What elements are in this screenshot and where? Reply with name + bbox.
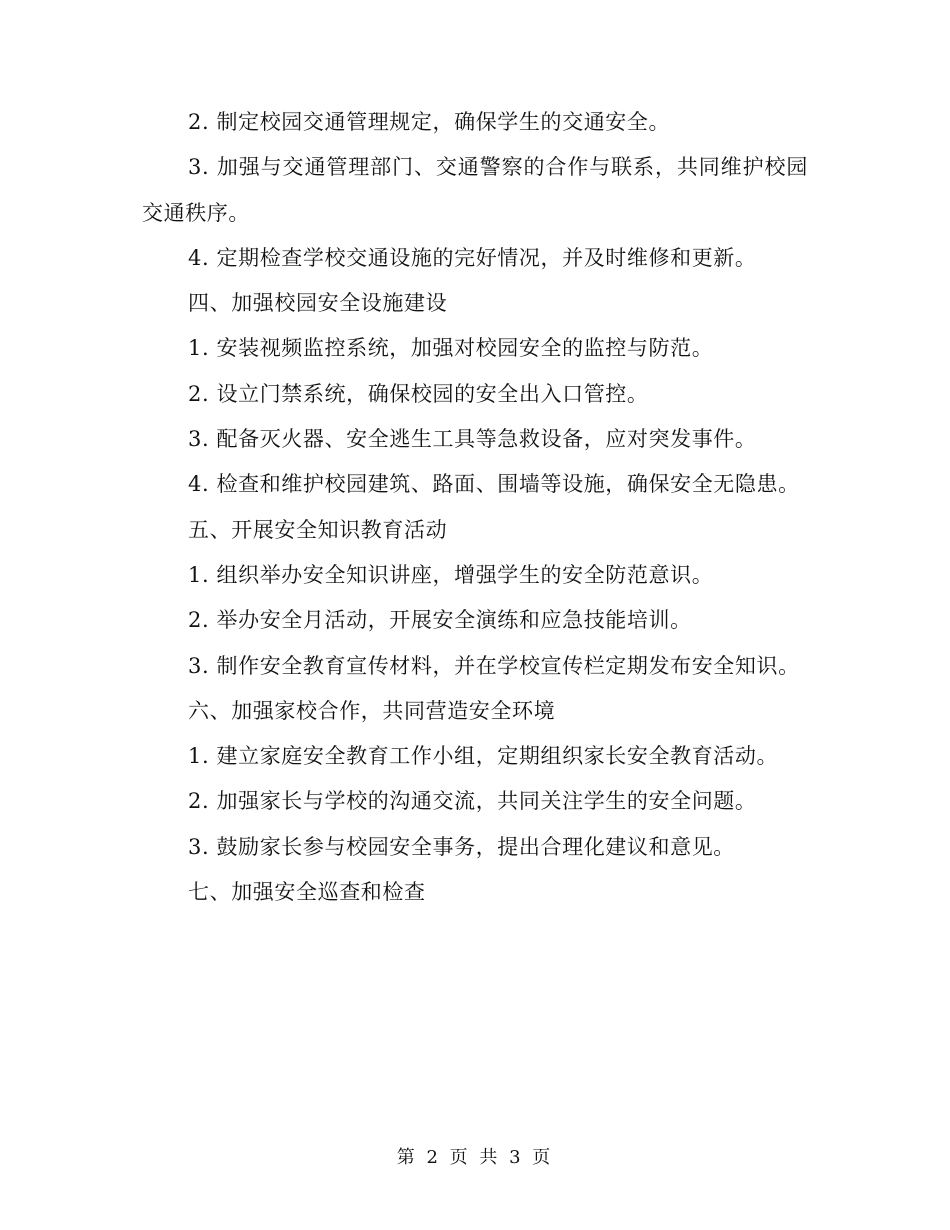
list-item-video-surveillance: 1. 安装视频监控系统，加强对校园安全的监控与防范。 [188, 336, 714, 361]
section-heading-safety-facilities: 四、加强校园安全设施建设 [188, 291, 448, 316]
page-number-footer: 第 2 页 共 3 页 [396, 1147, 554, 1168]
list-item-traffic-cooperation: 3. 加强与交通管理部门、交通警察的合作与联系，共同维护校园交通秩序。 [142, 155, 808, 225]
list-item-access-control: 2. 设立门禁系统，确保校园的安全出入口管控。 [188, 381, 649, 406]
list-item-emergency-equipment: 3. 配备灭火器、安全逃生工具等急救设备，应对突发事件。 [188, 427, 757, 452]
section-heading-safety-education: 五、开展安全知识教育活动 [188, 517, 448, 542]
document-body [142, 100, 808, 915]
list-item-parent-communication: 2. 加强家长与学校的沟通交流，共同关注学生的安全问题。 [188, 789, 757, 814]
list-item-building-maintenance: 4. 检查和维护校园建筑、路面、围墙等设施，确保安全无隐患。 [188, 472, 800, 497]
list-item-safety-month: 2. 举办安全月活动，开展安全演练和应急技能培训。 [188, 608, 692, 633]
list-item-traffic-rules: 2. 制定校园交通管理规定，确保学生的交通安全。 [188, 110, 671, 134]
list-item-traffic-facilities: 4. 定期检查学校交通设施的完好情况，并及时维修和更新。 [188, 245, 757, 270]
list-item-publicity-materials: 3. 制作安全教育宣传材料，并在学校宣传栏定期发布安全知识。 [188, 653, 800, 678]
list-item-parent-participation: 3. 鼓励家长参与校园安全事务，提出合理化建议和意见。 [188, 834, 735, 859]
list-item-family-group: 1. 建立家庭安全教育工作小组，定期组织家长安全教育活动。 [188, 744, 779, 769]
list-item-safety-lectures: 1. 组织举办安全知识讲座，增强学生的安全防范意识。 [188, 562, 714, 587]
section-heading-home-school: 六、加强家校合作，共同营造安全环境 [188, 698, 556, 723]
section-heading-safety-inspection: 七、加强安全巡查和检查 [188, 880, 426, 905]
